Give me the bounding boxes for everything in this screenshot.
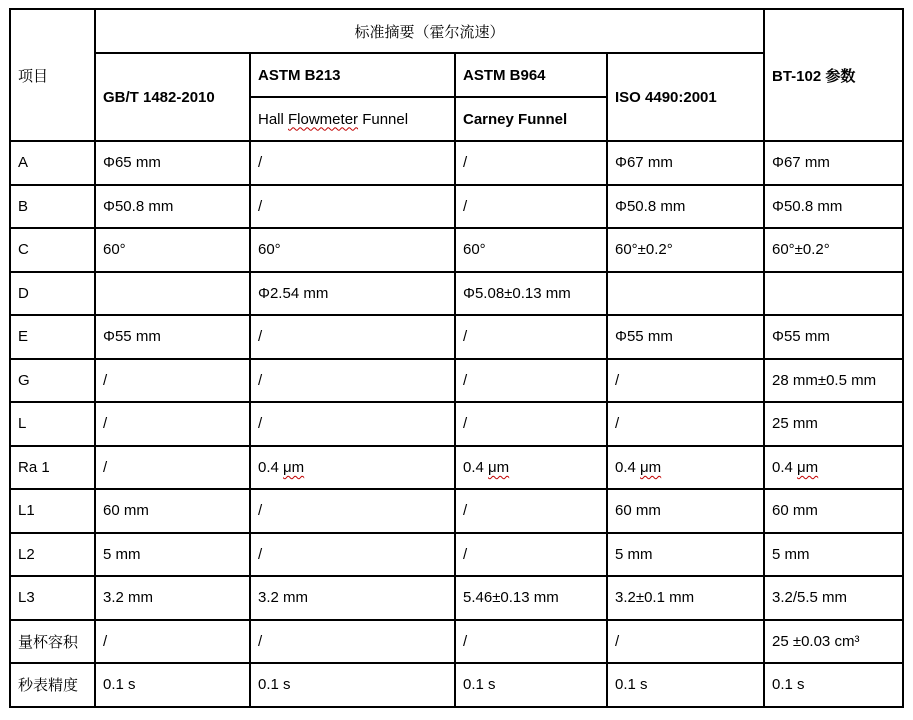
value-cell: 0.4 μm [607, 446, 764, 490]
value-cell: Φ67 mm [607, 141, 764, 185]
value-cell: / [250, 533, 455, 577]
row-label-cell: 量杯容积 [10, 620, 95, 664]
table-row [10, 446, 903, 490]
table-row [10, 663, 903, 707]
value-cell: 0.1 s [455, 663, 607, 707]
value-cell: 3.2 mm [95, 576, 250, 620]
header-summary-cell: 标准摘要（霍尔流速） [95, 9, 764, 53]
row-label-cell: G [10, 359, 95, 403]
table-row [10, 272, 903, 316]
value-cell: Φ55 mm [764, 315, 903, 359]
value-cell: 3.2 mm [250, 576, 455, 620]
value-cell: 0.1 s [607, 663, 764, 707]
value-cell: / [455, 315, 607, 359]
value-cell: / [455, 402, 607, 446]
row-label-cell: L2 [10, 533, 95, 577]
value-cell: 60 mm [764, 489, 903, 533]
row-label-cell: E [10, 315, 95, 359]
header-astm-b964-cell: ASTM B964 [455, 53, 607, 97]
value-cell: Φ50.8 mm [95, 185, 250, 229]
table-row [10, 359, 903, 403]
value-cell: 25 ±0.03 cm³ [764, 620, 903, 664]
value-cell: 3.2±0.1 mm [607, 576, 764, 620]
spec-table-body [10, 141, 903, 707]
header-astm-b213-cell: ASTM B213 [250, 53, 455, 97]
value-cell: 5 mm [607, 533, 764, 577]
value-cell: 0.4 μm [764, 446, 903, 490]
value-cell: 5 mm [95, 533, 250, 577]
value-cell: 28 mm±0.5 mm [764, 359, 903, 403]
value-cell: 0.1 s [250, 663, 455, 707]
table-row [10, 533, 903, 577]
table-row [10, 620, 903, 664]
row-label-cell: L3 [10, 576, 95, 620]
header-item-cell: 项目 [10, 9, 95, 141]
value-cell: Φ2.54 mm [250, 272, 455, 316]
row-label-cell: D [10, 272, 95, 316]
value-cell: 0.1 s [95, 663, 250, 707]
header-gbt-cell: GB/T 1482-2010 [95, 53, 250, 141]
table-row [10, 185, 903, 229]
value-cell: / [455, 489, 607, 533]
value-cell: / [250, 620, 455, 664]
spellcheck-underline: Flowmeter [288, 110, 359, 128]
value-cell: 3.2/5.5 mm [764, 576, 903, 620]
value-cell [764, 272, 903, 316]
table-row [10, 402, 903, 446]
value-cell: / [607, 620, 764, 664]
value-cell: 0.4 μm [250, 446, 455, 490]
spellcheck-underline: μm [797, 458, 819, 476]
value-cell: Φ67 mm [764, 141, 903, 185]
value-cell: / [95, 446, 250, 490]
row-label-cell: L [10, 402, 95, 446]
table-row [10, 576, 903, 620]
row-label-cell: 秒表精度 [10, 663, 95, 707]
header-carney-funnel-cell: Carney Funnel [455, 97, 607, 141]
header-row-1 [10, 9, 903, 53]
row-label-cell: L1 [10, 489, 95, 533]
value-cell: Φ55 mm [95, 315, 250, 359]
value-cell: 60° [95, 228, 250, 272]
value-cell: / [250, 489, 455, 533]
value-cell: 60°±0.2° [764, 228, 903, 272]
value-cell: 60 mm [607, 489, 764, 533]
table-row [10, 228, 903, 272]
value-cell: / [455, 359, 607, 403]
value-cell: / [250, 402, 455, 446]
value-cell: 0.4 μm [455, 446, 607, 490]
value-cell: 60° [250, 228, 455, 272]
value-cell: 5.46±0.13 mm [455, 576, 607, 620]
value-cell: / [95, 402, 250, 446]
spec-table [9, 8, 904, 708]
value-cell: 5 mm [764, 533, 903, 577]
header-hall-funnel-cell: Hall Flowmeter Funnel [250, 97, 455, 141]
header-iso-cell: ISO 4490:2001 [607, 53, 764, 141]
value-cell [607, 272, 764, 316]
value-cell: Φ55 mm [607, 315, 764, 359]
table-header [10, 9, 903, 141]
value-cell: / [250, 315, 455, 359]
row-label-cell: A [10, 141, 95, 185]
spellcheck-underline: μm [283, 458, 305, 476]
value-cell: Φ50.8 mm [764, 185, 903, 229]
row-label-cell: B [10, 185, 95, 229]
row-label-cell: Ra 1 [10, 446, 95, 490]
value-cell: 60 mm [95, 489, 250, 533]
value-cell: / [250, 141, 455, 185]
value-cell: Φ5.08±0.13 mm [455, 272, 607, 316]
row-label-cell: C [10, 228, 95, 272]
value-cell: / [250, 185, 455, 229]
value-cell: 60° [455, 228, 607, 272]
value-cell: / [95, 359, 250, 403]
value-cell: Φ65 mm [95, 141, 250, 185]
value-cell: 0.1 s [764, 663, 903, 707]
header-bt102-cell: BT-102 参数 [764, 9, 903, 141]
value-cell: / [607, 359, 764, 403]
value-cell: / [607, 402, 764, 446]
value-cell: / [250, 359, 455, 403]
value-cell: / [455, 533, 607, 577]
table-row [10, 141, 903, 185]
value-cell: 25 mm [764, 402, 903, 446]
value-cell [95, 272, 250, 316]
value-cell: / [95, 620, 250, 664]
value-cell: / [455, 620, 607, 664]
value-cell: / [455, 185, 607, 229]
value-cell: / [455, 141, 607, 185]
spellcheck-underline: μm [488, 458, 510, 476]
table-row [10, 489, 903, 533]
spellcheck-underline: μm [640, 458, 662, 476]
value-cell: Φ50.8 mm [607, 185, 764, 229]
value-cell: 60°±0.2° [607, 228, 764, 272]
table-row [10, 315, 903, 359]
